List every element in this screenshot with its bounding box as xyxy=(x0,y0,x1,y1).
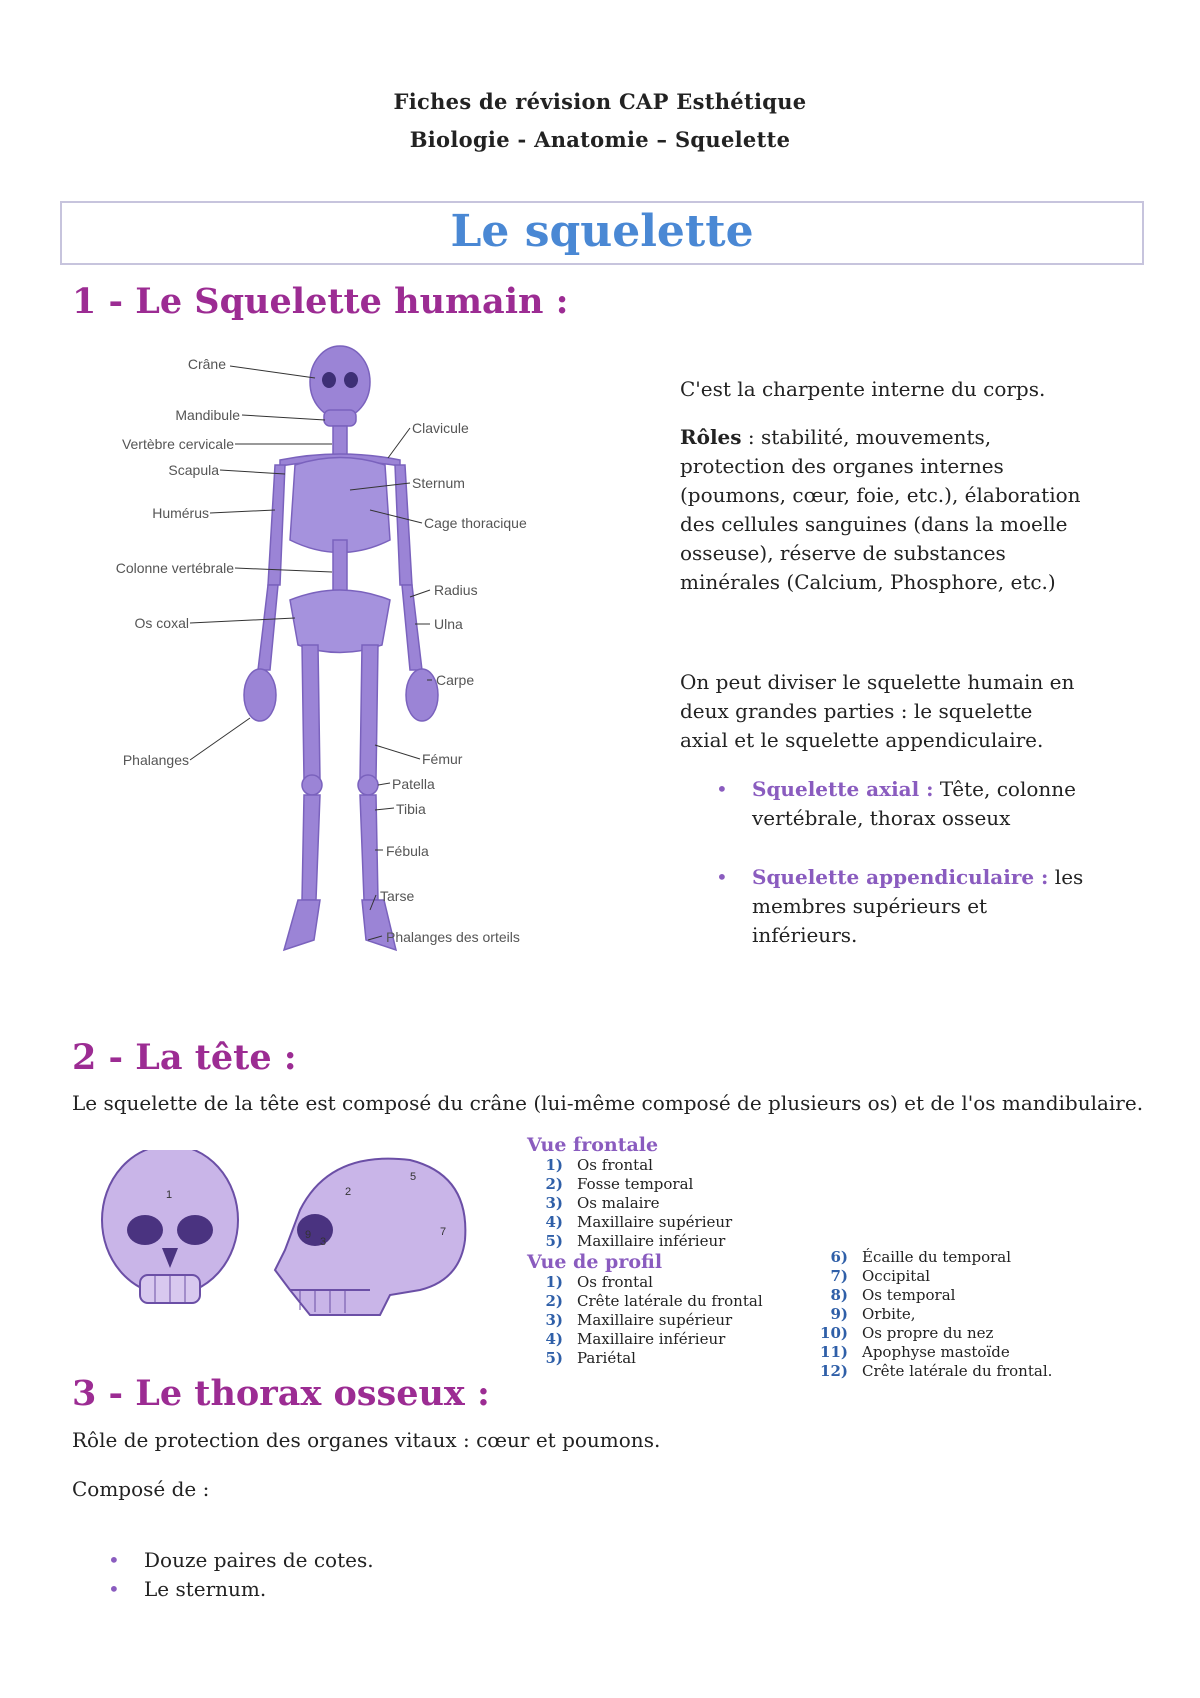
label-phalanges-orteils: Phalanges des orteils xyxy=(386,929,520,945)
title-box xyxy=(60,201,1144,265)
label-ulna: Ulna xyxy=(434,616,463,632)
skull-figures xyxy=(90,1150,490,1320)
label-clavicule: Clavicule xyxy=(412,420,469,436)
label-os-coxal: Os coxal xyxy=(134,615,189,631)
roles-label: Rôles xyxy=(680,425,742,449)
list-item: 10) Os propre du nez xyxy=(820,1324,994,1342)
list-item: 2) Fosse temporal xyxy=(545,1175,694,1193)
skull-illustration xyxy=(90,1150,490,1320)
skeleton-figure xyxy=(70,340,590,1010)
bullet-axial: • Squelette axial : Tête, colonne vertébrale, thorax osseux xyxy=(716,775,1086,833)
label-vertebre-cervicale: Vertèbre cervicale xyxy=(121,436,234,452)
list-item: 9) Orbite, xyxy=(830,1305,916,1323)
label-tarse: Tarse xyxy=(380,888,415,904)
vue-frontale-title: Vue frontale xyxy=(527,1134,659,1156)
label-carpe: Carpe xyxy=(436,672,475,688)
doc-header-line1: Fiches de révision CAP Esthétique xyxy=(393,89,807,114)
list-item: 1) Os frontal xyxy=(545,1273,653,1291)
section1-heading: 1 - Le Squelette humain : xyxy=(72,281,569,322)
label-cage-thoracique: Cage thoracique xyxy=(424,515,527,531)
list-item: 8) Os temporal xyxy=(830,1286,956,1304)
section3-bullets xyxy=(108,1546,708,1604)
list-vue-frontale xyxy=(527,1134,827,1368)
list-item: 6) Écaille du temporal xyxy=(830,1248,1012,1266)
list-item: 5) Pariétal xyxy=(545,1349,636,1367)
list-item: 2) Crête latérale du frontal xyxy=(545,1292,763,1310)
label-crane: Crâne xyxy=(187,356,226,372)
list-item: 3) Maxillaire supérieur xyxy=(545,1311,733,1329)
list-item: 4) Maxillaire supérieur xyxy=(545,1213,733,1231)
skull-number-2: 2 xyxy=(345,1186,352,1198)
skull-number-1: 1 xyxy=(166,1189,173,1201)
list-item: 7) Occipital xyxy=(830,1267,931,1285)
list-vue-profil-cont xyxy=(812,1248,1112,1381)
bullet-appendiculaire: • Squelette appendiculaire : les membres supérieurs et inférieurs. xyxy=(716,863,1086,950)
list-item: • Le sternum. xyxy=(108,1575,708,1604)
list-item: 1) Os frontal xyxy=(545,1156,653,1174)
label-colonne-vertebrale: Colonne vertébrale xyxy=(115,560,234,576)
list-item: • Douze paires de cotes. xyxy=(108,1546,708,1575)
section2-heading: 2 - La tête : xyxy=(72,1037,297,1078)
doc-header-line2: Biologie - Anatomie – Squelette xyxy=(409,127,791,152)
list-item: 12) Crête latérale du frontal. xyxy=(820,1362,1053,1380)
section3-text: Rôle de protection des organes vitaux : cœur et poumons. xyxy=(72,1428,661,1452)
page-title: Le squelette xyxy=(450,206,754,257)
label-radius: Radius xyxy=(434,582,478,598)
section3-composed: Composé de : xyxy=(72,1477,210,1501)
list-item: 4) Maxillaire inférieur xyxy=(545,1330,726,1348)
section1-intro: C'est la charpente interne du corps. xyxy=(680,377,1046,401)
skull-number-3: 3 xyxy=(320,1236,327,1248)
label-patella: Patella xyxy=(392,776,435,792)
label-febula: Fébula xyxy=(386,843,429,859)
skull-frontal-drawing xyxy=(102,1150,238,1303)
skull-number-7: 7 xyxy=(440,1226,447,1238)
skull-number-5: 5 xyxy=(410,1171,417,1183)
list-item: 5) Maxillaire inférieur xyxy=(545,1232,726,1250)
section3-heading: 3 - Le thorax osseux : xyxy=(72,1373,490,1414)
skull-number-9: 9 xyxy=(305,1229,312,1241)
label-phalanges: Phalanges xyxy=(122,752,189,768)
label-scapula: Scapula xyxy=(168,462,219,478)
section1-divide: On peut diviser le squelette humain en deux grandes parties : le squelette axial et le squelette appendiculaire. xyxy=(680,670,1075,752)
skull-profile-drawing xyxy=(275,1159,465,1315)
section1-bullets xyxy=(716,775,1086,950)
label-mandibule: Mandibule xyxy=(175,407,240,423)
label-tibia: Tibia xyxy=(396,801,426,817)
list-item: 11) Apophyse mastoïde xyxy=(820,1343,1010,1361)
label-sternum: Sternum xyxy=(412,475,465,491)
roles-text: : stabilité, mouvements, protection des organes internes (poumons, cœur, foie, etc.), élaboration des cellules sanguines (dans la moelle osseuse), réserve de substances minérales (Calcium, Phosphore, etc.) xyxy=(680,425,1081,594)
vue-profil-title: Vue de profil xyxy=(527,1251,663,1273)
list-item: 3) Os malaire xyxy=(545,1194,660,1212)
section2-text: Le squelette de la tête est composé du crâne (lui-même composé de plusieurs os) et de l'os mandibulaire. xyxy=(72,1091,1144,1115)
label-humerus: Humérus xyxy=(152,505,209,521)
label-femur: Fémur xyxy=(422,751,463,767)
section1-roles xyxy=(680,423,1100,597)
